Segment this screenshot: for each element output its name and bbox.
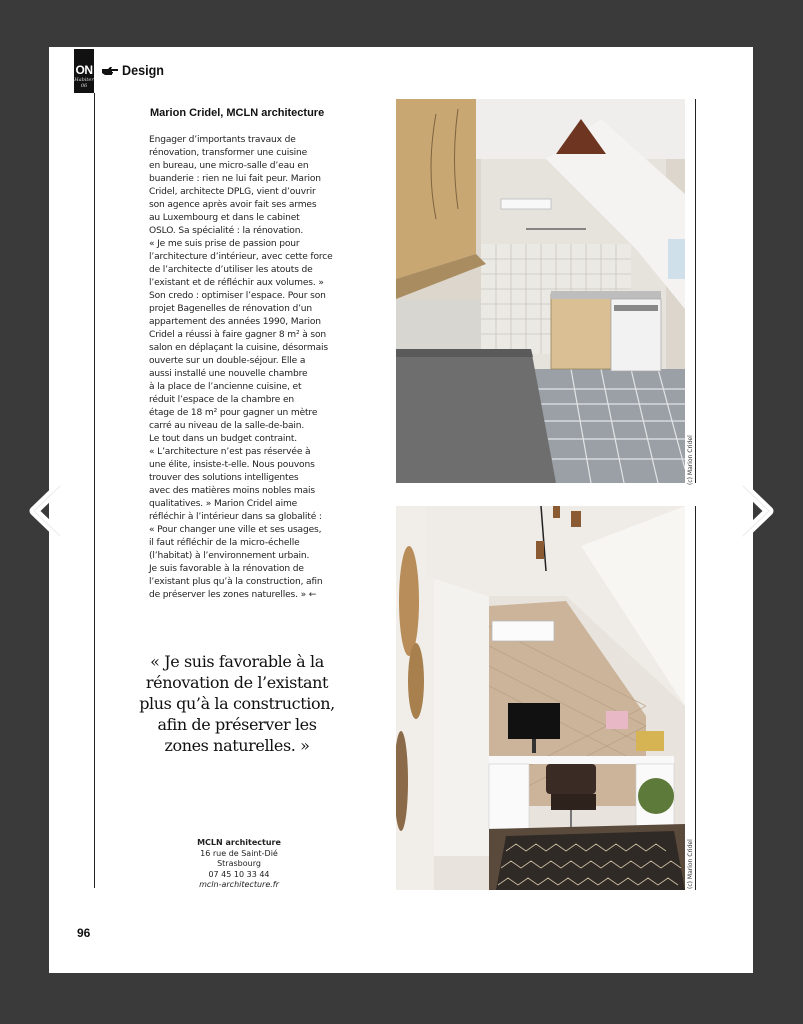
contact-block: [159, 838, 319, 891]
magazine-page: [49, 47, 753, 973]
body-line: rénovation, transformer une cuisine: [149, 148, 308, 158]
body-line: carré au niveau de la salle-de-bain.: [149, 421, 305, 431]
pull-quote-line: zones naturelles. »: [164, 736, 310, 755]
body-line: projet Bagenelles de rénovation d’un: [149, 304, 313, 314]
body-line: Son credo : optimiser l’espace. Pour son: [149, 291, 326, 301]
body-line: en bureau, une micro-salle d’eau en: [149, 161, 309, 171]
body-line: l’architecture d’intérieur, avec cette force: [149, 252, 333, 262]
chevron-left-icon: [24, 478, 70, 544]
next-page-button[interactable]: [733, 478, 779, 544]
body-line: étage de 18 m² pour gagner un mètre: [149, 408, 318, 418]
right-rule-bottom: [695, 506, 696, 890]
pull-quote-line: « Je suis favorable à la: [150, 652, 324, 671]
left-rule: [94, 93, 95, 888]
office-photo: [396, 506, 685, 890]
contact-phone: 07 45 10 33 44: [208, 869, 270, 879]
body-line: OSLO. Sa spécialité : la rénovation.: [149, 226, 304, 236]
body-line: Le tout dans un budget contraint.: [149, 434, 298, 444]
page-number: 96: [77, 926, 91, 940]
body-line: son agence après avoir fait ses armes: [149, 200, 317, 210]
body-line: Engager d’importants travaux de: [149, 135, 296, 145]
pull-quote-line: rénovation de l’existant: [145, 673, 329, 692]
body-line: à la place de l’ancienne cuisine, et: [149, 382, 302, 392]
contact-city: Strasbourg: [217, 859, 261, 868]
previous-page-button[interactable]: [24, 478, 70, 544]
pointing-hand-icon: [101, 65, 119, 77]
body-line: de préserver les zones naturelles. » ←: [149, 590, 317, 600]
body-line: l’existant et de réfléchir aux volumes. »: [149, 278, 324, 288]
body-line: salon en déplaçant la cuisine, désormais: [149, 343, 328, 353]
pull-quote-line: afin de préserver les: [157, 715, 317, 734]
body-line: de l’architecte d’utiliser les atouts de: [149, 265, 313, 275]
kitchen-photo: [396, 99, 685, 483]
contact-name: MCLN architecture: [197, 838, 281, 847]
body-line: qualitatives. » Marion Cridel aime: [149, 499, 298, 509]
right-rule: [695, 99, 696, 483]
body-line: Cridel a réussi à faire gagner 8 m² à son: [149, 330, 326, 340]
contact-street: 16 rue de Saint-Dié: [200, 848, 278, 858]
body-line: l’existant plus qu’à la construction, afin: [149, 577, 323, 587]
kitchen-illustration: [396, 99, 685, 483]
body-line: appartement des années 1990, Marion: [149, 317, 321, 327]
body-line: « Pour changer une ville et ses usages,: [149, 525, 322, 535]
body-line: au Luxembourg et dans le cabinet: [149, 213, 300, 223]
pull-quote: [119, 651, 355, 756]
body-line: il faut réfléchir de la micro-échelle: [149, 538, 300, 548]
logo-main-text: ON: [75, 63, 93, 77]
contact-website: mcln-architecture.fr: [199, 880, 279, 889]
body-line: buanderie : rien ne lui fait peur. Marion: [149, 174, 321, 184]
logo-sub-text: Habiter: [74, 77, 94, 83]
photo-credit-bottom: (c) Marion Cridel: [687, 839, 694, 889]
body-line: réfléchir à l’intérieur dans sa globalité :: [149, 512, 322, 522]
body-line: Je suis favorable à la rénovation de: [149, 564, 304, 574]
body-line: Cridel, architecte DPLG, vient d’ouvrir: [149, 187, 316, 197]
body-line: « Je me suis prise de passion pour: [149, 239, 300, 249]
magazine-logo: [74, 49, 94, 93]
chevron-right-icon: [733, 478, 779, 544]
logo-tiny-text: 06: [80, 83, 88, 89]
article-body: [149, 134, 349, 602]
body-line: une élite, insiste-t-elle. Nous pouvons: [149, 460, 315, 470]
pull-quote-line: plus qu’à la construction,: [139, 694, 335, 713]
body-line: avec des matières moins nobles mais: [149, 486, 315, 496]
body-line: réduit l’espace de la chambre en: [149, 395, 295, 405]
body-line: (l’habitat) à l’environnement urbain.: [149, 551, 310, 561]
body-line: aussi installé une nouvelle chambre: [149, 369, 308, 379]
office-illustration: [396, 506, 685, 890]
section-rubric: Design: [122, 62, 165, 78]
body-line: ouverte sur un double-séjour. Elle a: [149, 356, 306, 366]
photo-credit-top: (c) Marion Cridel: [687, 435, 694, 485]
body-line: « L’architecture n’est pas réservée à: [149, 447, 311, 457]
body-line: trouver des solutions intelligentes: [149, 473, 299, 483]
article-byline: Marion Cridel, MCLN architecture: [150, 107, 325, 119]
